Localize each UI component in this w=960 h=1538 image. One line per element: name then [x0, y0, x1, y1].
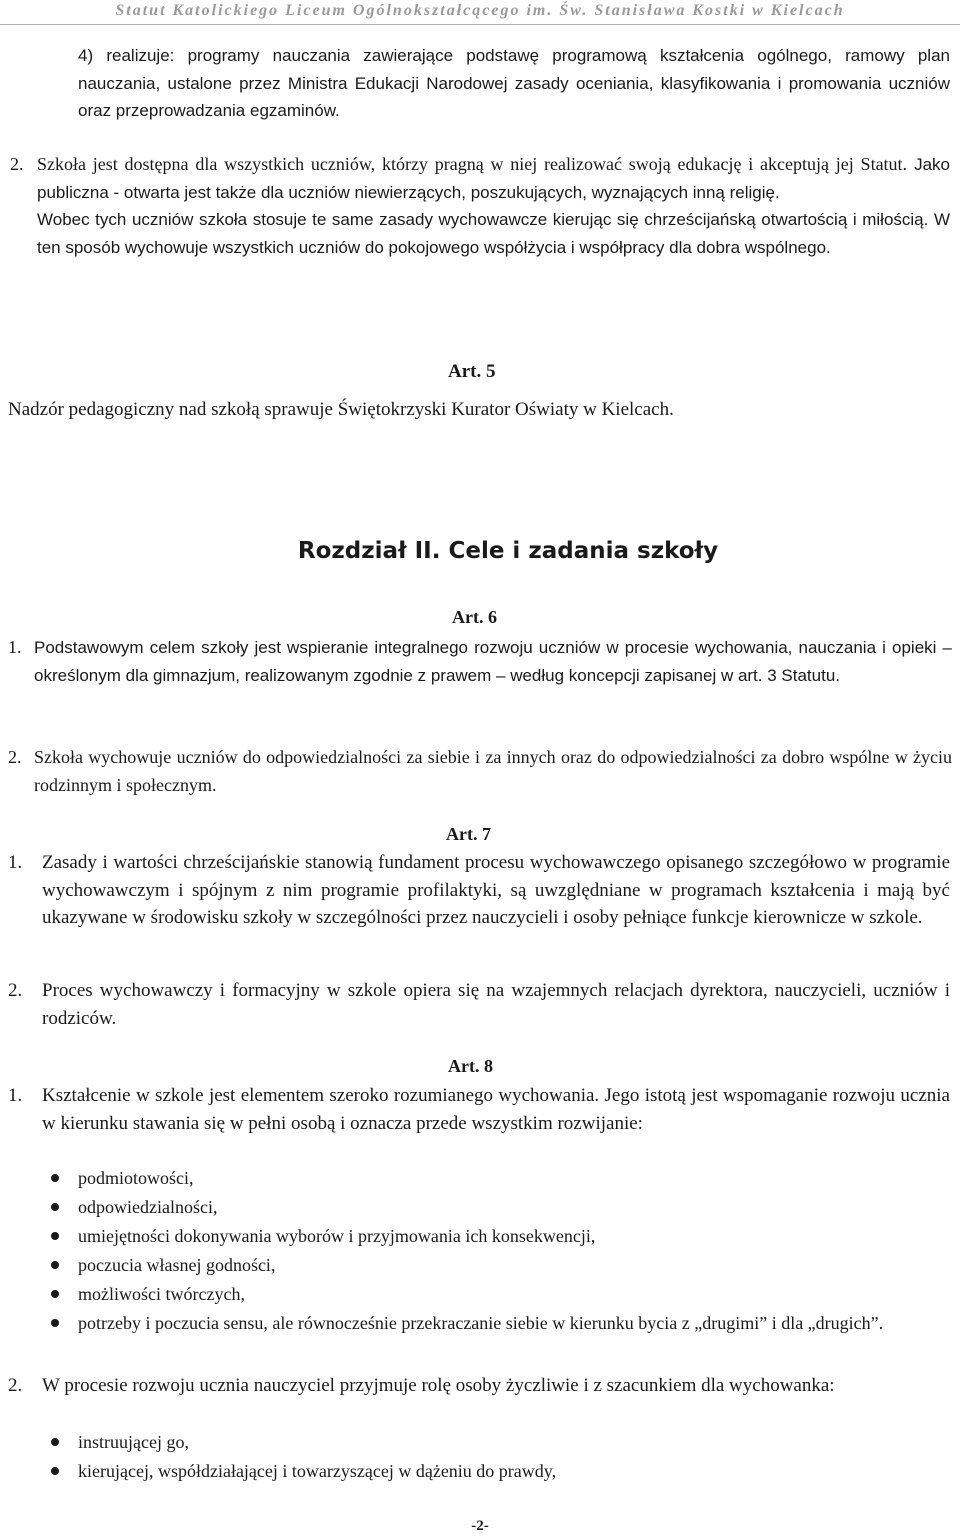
bullet-icon — [51, 1261, 59, 1269]
art4-point2-text-d: W ten sposób wychowuje wszystkich uczniów do pokojowego współżycia i współpracy dla dobra wspólnego. — [37, 210, 950, 257]
list-item: potrzeby i poczucia sensu, ale równocześnie przekraczanie siebie w kierunku bycia z „drugimi” i dla „drugich”. — [46, 1309, 950, 1338]
bullet-icon — [51, 1174, 59, 1182]
running-header: Statut Katolickiego Liceum Ogólnokształcącego im. Św. Stanisława Kostki w Kielcach — [115, 2, 845, 19]
art8-p2-text: W procesie rozwoju ucznia nauczyciel przyjmuje rolę osoby życzliwie i z szacunkiem dla wychowanka: — [42, 1375, 835, 1396]
art8-p1-num: 1. — [8, 1085, 23, 1106]
art4-point4 — [78, 42, 950, 125]
list-item: umiejętności dokonywania wyborów i przyjmowania ich konsekwencji, — [46, 1222, 950, 1251]
bullet-icon — [51, 1467, 59, 1475]
list-item: kierującej, współdziałającej i towarzyszącej w dążeniu do prawdy, — [46, 1457, 950, 1486]
art6-p2-num: 2. — [8, 747, 22, 767]
page-number: -2- — [471, 1518, 489, 1534]
art8-p2-num: 2. — [8, 1375, 23, 1396]
art7-p1-text: Zasady i wartości chrześcijańskie stanowią fundament procesu wychowawczego opisanego szczegółowo w programie wychowawczym i spójnym z nim programie profilaktyki, są uwzględniane w programach kształcenia i mają być ukazywane w środowisku szkoły w szczególności przez nauczycieli i osoby pełniące funkcje kierownicze w szkole. — [42, 852, 950, 928]
list-item: instruującej go, — [46, 1428, 950, 1457]
art8-p1-text: Kształcenie w szkole jest elementem szeroko rozumianego wychowania. Jego istotą jest wspomaganie rozwoju ucznia w kierunku stawania się w pełni osobą i oznacza przede wszystkim rozwijanie: — [42, 1085, 950, 1134]
art4-point2-text-b: Jako publiczna - otwarta jest także dla uczniów niewierzących, poszukujących, wyznających inną religię. — [37, 155, 950, 202]
art6-heading: Art. 6 — [452, 607, 497, 627]
art6-p1-num: 1. — [8, 637, 22, 657]
bullet-icon — [51, 1232, 59, 1240]
art4-point2 — [37, 151, 950, 261]
art7-p1-num: 1. — [8, 852, 23, 873]
bullet-icon — [51, 1438, 59, 1446]
art5-text: Nadzór pedagogiczny nad szkołą sprawuje Świętokrzyski Kurator Oświaty w Kielcach. — [8, 399, 674, 420]
art7-p2-num: 2. — [8, 980, 23, 1001]
header-rule — [0, 24, 960, 25]
art8-list2 — [46, 1428, 950, 1486]
art6-p2-text: Szkoła wychowuje uczniów do odpowiedzialności za siebie i za innych oraz do odpowiedzialności za dobro wspólne w życiu rodzinnym i społecznym. — [34, 747, 952, 795]
art4-point2-num: 2. — [10, 154, 24, 174]
art8-list1 — [46, 1164, 950, 1338]
chapter-title: Rozdział II. Cele i zadania szkoły — [297, 538, 719, 564]
art4-point2-text-a: Szkoła jest dostępna dla wszystkich uczniów, którzy pragną w niej realizować swoją edukację i akceptują jej Statut. — [37, 154, 908, 174]
list-item: poczucia własnej godności, — [46, 1251, 950, 1280]
bullet-icon — [51, 1203, 59, 1211]
list-item: odpowiedzialności, — [46, 1193, 950, 1222]
art7-p2-text: Proces wychowawczy i formacyjny w szkole opiera się na wzajemnych relacjach dyrektora, nauczycieli, uczniów i rodziców. — [42, 980, 950, 1029]
art4-point4-num: 4) — [78, 46, 94, 65]
bullet-icon — [51, 1319, 59, 1327]
art4-point2-text-c: Wobec tych uczniów szkoła stosuje te same zasady wychowawcze kierując się chrześcijańską otwartością i miłością. — [37, 210, 929, 229]
art8-heading: Art. 8 — [448, 1056, 493, 1076]
list-item: podmiotowości, — [46, 1164, 950, 1193]
art5-heading: Art. 5 — [448, 361, 496, 382]
bullet-icon — [51, 1290, 59, 1298]
art7-heading: Art. 7 — [446, 824, 491, 844]
art4-point4-text: realizuje: programy nauczania zawierające podstawę programową kształcenia ogólnego, ramowy plan nauczania, ustalone przez Ministra Edukacji Narodowej zasady oceniania, klasyfikowania i promowania uczniów oraz przeprowadzania egzaminów. — [78, 46, 950, 120]
list-item: możliwości twórczych, — [46, 1280, 950, 1309]
art6-p1-text: Podstawowym celem szkoły jest wspieranie integralnego rozwoju uczniów w procesie wychowania, nauczania i opieki – określonym dla gimnazjum, realizowanym zgodnie z prawem – według koncepcji zapisanej w art. 3 Statutu. — [34, 638, 952, 685]
